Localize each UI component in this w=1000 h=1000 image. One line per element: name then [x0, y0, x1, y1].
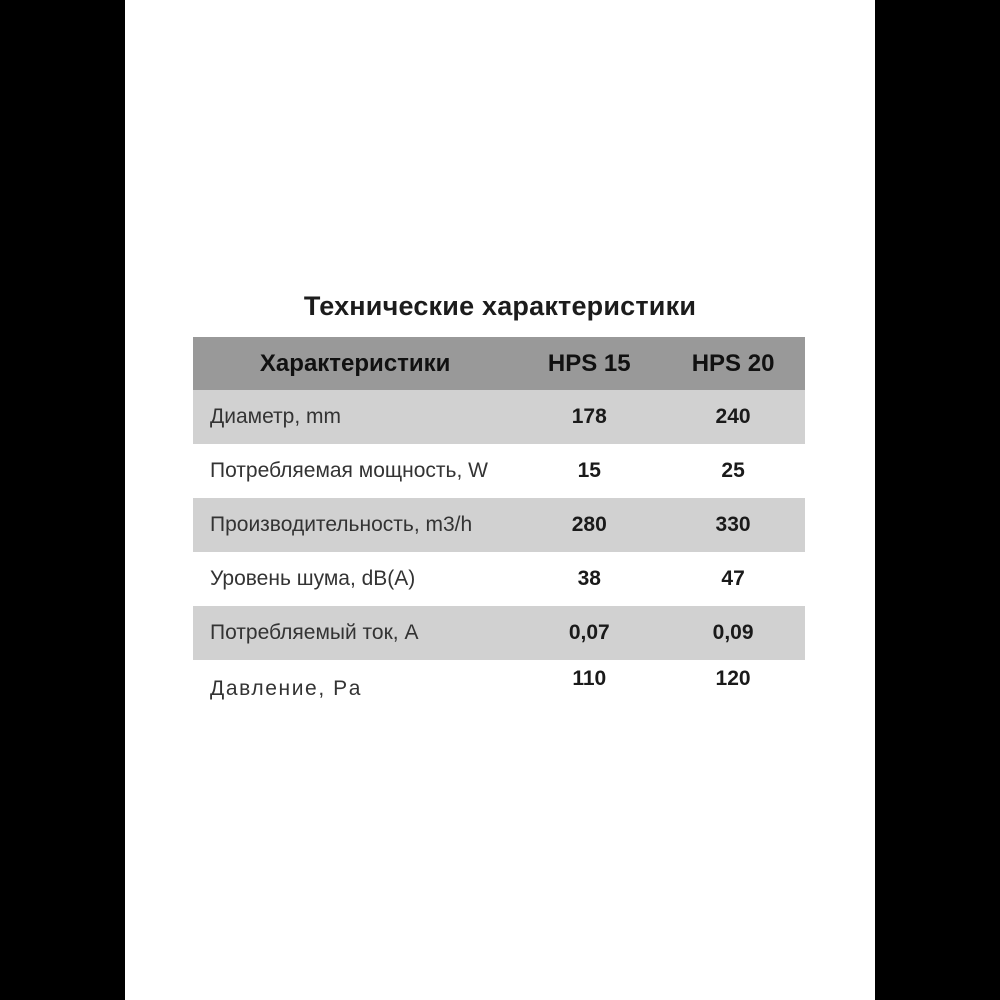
image-canvas [125, 0, 875, 1000]
row-value-hps20: 240 [715, 405, 751, 428]
table-header-row [193, 337, 805, 390]
header-cell-hps15: HPS 15 [547, 349, 631, 377]
row-value-hps15: 178 [571, 405, 607, 428]
row-value-hps15: 38 [577, 567, 601, 590]
table-row [193, 552, 805, 606]
page-title: Технические характеристики [303, 291, 697, 321]
header-cell-hps20: HPS 20 [691, 349, 775, 377]
row-label: Уровень шума, dB(A) [210, 567, 416, 590]
row-value-hps20: 47 [721, 567, 745, 590]
specs-table [193, 337, 805, 714]
row-label: Потребляемый ток, A [210, 621, 419, 644]
row-value-hps20: 120 [715, 667, 751, 690]
row-value-hps15: 280 [571, 513, 607, 536]
row-value-hps20: 25 [721, 459, 745, 482]
table-row [193, 660, 805, 714]
row-label: Производительность, m3/h [210, 513, 473, 536]
row-value-hps15: 110 [572, 667, 607, 690]
row-value-hps15: 15 [577, 459, 601, 482]
header-cell-characteristics: Характеристики [259, 349, 451, 377]
row-value-hps20: 0,09 [712, 621, 754, 644]
row-value-hps20: 330 [715, 513, 751, 536]
row-value-hps15: 0,07 [568, 621, 610, 644]
row-label: Диаметр, mm [210, 405, 342, 428]
table-row [193, 390, 805, 444]
row-label: Потребляемая мощность, W [210, 459, 488, 482]
table-row [193, 606, 805, 660]
table-row [193, 444, 805, 498]
row-label: Давление, Pa [210, 677, 363, 700]
table-row [193, 498, 805, 552]
